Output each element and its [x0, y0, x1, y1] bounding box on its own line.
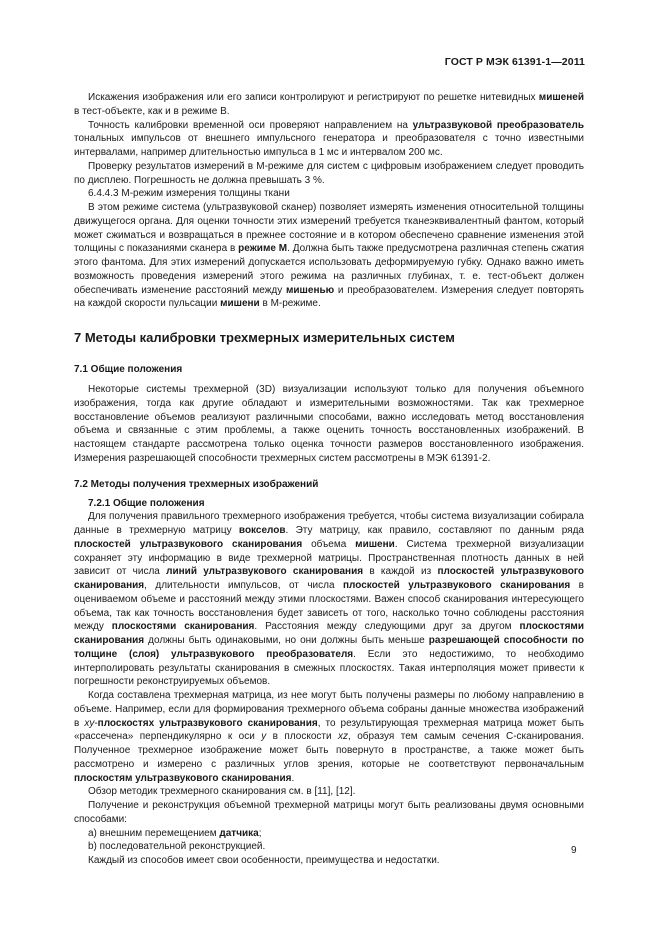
- paragraph: Обзор методик трехмерного сканирования см. в [11], [12].: [88, 786, 356, 798]
- document-body: [74, 91, 584, 868]
- paragraph: В этом режиме система (ультразвуковой сканер) позволяет измерять изменения относительной толщины движущегося органа. Для оценки точности этих измерений требуется тканеэквивалентный фантом, который может сжиматься и возвращаться в прежнее состояние и в котором обеспечено сравнение изменения этой толщины с показаниями сканера в режиме М. Должна быть также предусмотрена различная степень сжатия этого фантома. Для этих измерений допускается использовать деформируемую губку. Однако важно иметь возможность проведения измерений этого режима на различных глубинах, т. е. тест-объект должен обеспечивать изменение расстояний между мишенью и преобразователем. Измерения следует повторять на каждой скорости пульсации мишени в М-режиме.: [74, 202, 585, 310]
- paragraph: Для получения правильного трехмерного изображения требуется, чтобы система визуализации собирала данные в трехмерную матрицу вокселов. Эту матрицу, как правило, составляют по данным ряда плоскостей ультразвукового сканирования объема мишени. Система трехмерной визуализации сохраняет эту информацию в виде трехмерной матрицы. Пространственная плотность данных в ней зависит от числа линий ультразвукового сканирования в каждой из плоскостей ультразвукового сканирования, длительности импульсов, от числа плоскостей ультразвукового сканирования в оцениваемом объеме и расстояний между этими плоскостями. Важен способ сканирования интересующего объема, так как точность восстановления будет зависеть от того, насколько точно соблюдены расстояния между плоскостями сканирования. Расстояния между следующими друг за другом плоскостями сканирования должны быть одинаковыми, но они должны быть меньше разрешающей способности по толщине (слоя) ультразвукового преобразователя. Если это недостижимо, то необходимо интерполировать результаты сканирования в смежных плоскостях. Такая интерполяция может привести к погрешности реконструируемых объемов.: [74, 511, 584, 688]
- page-number: 9: [571, 845, 577, 856]
- subsection-heading: 7.1 Общие положения: [74, 364, 183, 375]
- subsection-title: 6.4.4.3 М-режим измерения толщины ткани: [88, 188, 290, 200]
- paragraph: Получение и реконструкция объемной трехмерной матрицы могут быть реализованы двумя основными способами:: [74, 800, 584, 825]
- list-item: b) последовательной реконструкцией.: [88, 841, 266, 853]
- section-heading: 7 Методы калибровки трехмерных измерительных систем: [74, 330, 455, 345]
- paragraph: Проверку результатов измерений в М-режиме для систем с цифровым изображением следует проводить по дисплею. Погрешность не должна превышать 3 %.: [74, 160, 584, 186]
- paragraph: Каждый из способов имеет свои особенности, преимущества и недостатки.: [88, 855, 440, 866]
- paragraph: Когда составлена трехмерная матрица, из нее могут быть получены размеры по любому направлению в объеме. Например, если для формирования трехмерного объема собраны данные множества изображений в xy-плоскостях ультразвукового сканирования, то результирующая трехмерная матрица может быть «рассечена» перпендикулярно к оси y в плоскости xz, образуя тем самым сечения С-сканирования. Полученное трехмерное изображение может быть повернуто в пространстве, а также может быть рассмотрено и измерено с различных углов зрения, которые не соответствуют первоначальным плоскостям ультразвукового сканирования.: [74, 690, 584, 784]
- paragraph: Искажения изображения или его записи контролируют и регистрируют по решетке нитевидных мишеней в тест-объекте, как и в режиме В.: [74, 92, 584, 117]
- document-header: ГОСТ Р МЭК 61391-1—2011: [444, 56, 585, 68]
- subsubsection-heading: 7.2.1 Общие положения: [88, 497, 205, 509]
- list-item: а) внешним перемещением датчика;: [88, 827, 262, 839]
- paragraph: Некоторые системы трехмерной (3D) визуализации используют только для получения объемного изображения, тогда как другие обладают и измерительными возможностями. Так как трехмерное восстановление объемов реализуют различными способами, важно исследовать метод восстановления объема и связанные с этим проблемы, а также оценить точность восстановленных изображений. В настоящем стандарте рассмотрена только оценка точности размеров восстановленного изображения. Измерения разрешающей способности трехмерных систем рассмотрены в МЭК 61391-2.: [74, 384, 584, 464]
- paragraph: Точность калибровки временной оси проверяют направлением на ультразвуковой преобразователь тональных импульсов от внешнего импульсного генератора и преобразователя с точно известными интервалами, например длительностью импульса в 1 мс и интервалом 200 мс.: [74, 119, 584, 158]
- subsection-heading: 7.2 Методы получения трехмерных изображений: [74, 478, 319, 490]
